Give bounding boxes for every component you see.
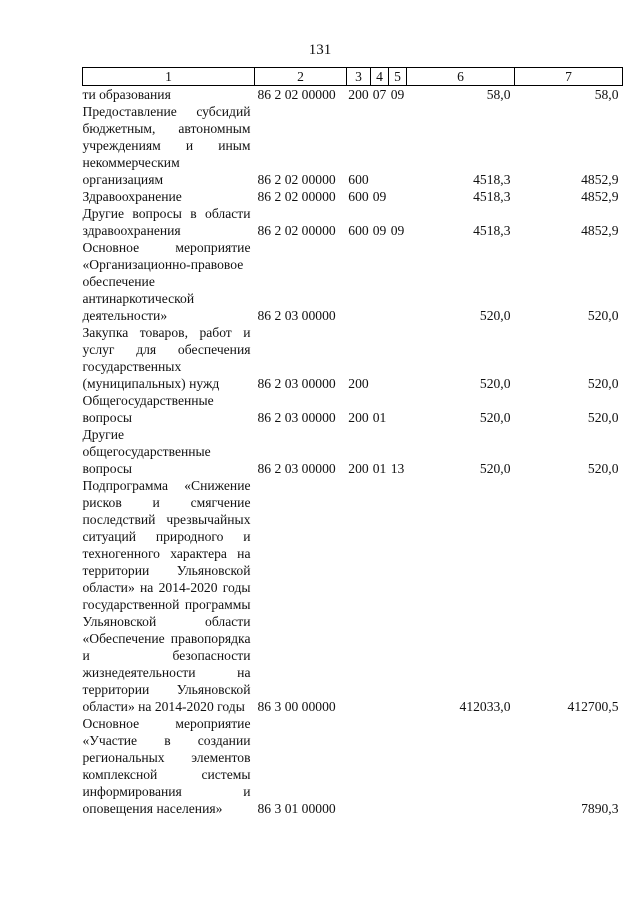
row-name: Здравоохранение <box>82 189 182 204</box>
row-col5: 09 <box>390 223 405 238</box>
row-value-6: 520,0 <box>479 376 511 391</box>
row-col5 <box>389 477 407 715</box>
table-row <box>83 205 623 239</box>
row-col3: 600 <box>348 172 369 187</box>
row-code: 86 2 03 00000 <box>257 410 336 425</box>
row-code: 86 2 02 00000 <box>257 87 336 102</box>
row-value-6: 4518,3 <box>473 223 511 238</box>
row-col4: 09 <box>372 223 387 238</box>
table-row <box>83 103 623 188</box>
row-name: Основное мероприятие «Участие в создании региональных элементов комплексной системы информирования и оповещения населения» <box>82 716 251 816</box>
table-row <box>83 392 623 426</box>
row-code: 86 2 03 00000 <box>257 308 336 323</box>
row-value-7: 520,0 <box>587 461 619 476</box>
row-code: 86 2 02 00000 <box>257 223 336 238</box>
row-col4 <box>371 477 389 715</box>
row-code: 86 2 02 00000 <box>257 189 336 204</box>
row-value-7: 412700,5 <box>567 699 619 714</box>
row-name: Другие вопросы в области здравоохранения <box>82 206 251 238</box>
table-row <box>83 426 623 477</box>
row-col5 <box>389 324 407 392</box>
row-col5 <box>389 188 407 205</box>
row-value-6: 520,0 <box>479 410 511 425</box>
row-col3: 600 <box>348 223 369 238</box>
header-cell-3: 3 <box>347 68 371 86</box>
header-cell-7: 7 <box>515 68 623 86</box>
row-name: Подпрограмма «Снижение рисков и смягчение последствий чрезвычайных ситуаций природного и техногенного характера на территории Ульяновской области» на 2014-2020 годы государственной программы Ульяновской области «Обеспечение правопорядка и безопасности жизнедеятельности на территории Ульяновской области» на 2014-2020 годы <box>82 478 251 714</box>
row-code: 86 3 00 00000 <box>257 699 336 714</box>
row-col3: 600 <box>348 189 369 204</box>
row-col3: 200 <box>348 376 369 391</box>
row-col5 <box>389 392 407 426</box>
row-col5: 09 <box>390 87 405 102</box>
table-row <box>83 715 623 817</box>
row-col4: 01 <box>372 461 387 476</box>
row-col3 <box>347 239 371 324</box>
row-value-7: 7890,3 <box>581 801 619 816</box>
row-value-7: 4852,9 <box>581 189 619 204</box>
table-row <box>83 239 623 324</box>
row-col5 <box>389 715 407 817</box>
row-value-6: 520,0 <box>479 461 511 476</box>
header-row <box>83 68 623 86</box>
row-code: 86 3 01 00000 <box>257 801 336 816</box>
row-col4 <box>371 239 389 324</box>
row-name: Основное мероприятие «Организационно-правовое обеспечение антинаркотической деятельности» <box>82 240 251 323</box>
table-row <box>83 477 623 715</box>
page-number: 131 <box>308 42 332 58</box>
row-value-7: 520,0 <box>587 410 619 425</box>
row-col4 <box>371 324 389 392</box>
budget-table <box>82 67 623 817</box>
row-name: ти образования <box>82 87 171 102</box>
row-col4: 07 <box>372 87 387 102</box>
row-value-7: 4852,9 <box>581 172 619 187</box>
table-row <box>83 188 623 205</box>
row-col4 <box>371 715 389 817</box>
row-name: Предоставление субсидий бюджетным, автономным учреждениям и иным некоммерческим организациям <box>82 104 251 187</box>
header-cell-6: 6 <box>407 68 515 86</box>
row-name: Другие общегосударственные вопросы <box>82 427 211 476</box>
row-name: Закупка товаров, работ и услуг для обеспечения государственных (муниципальных) нужд <box>82 325 251 391</box>
table-row <box>83 324 623 392</box>
row-col3 <box>347 477 371 715</box>
row-value-6: 58,0 <box>486 87 511 102</box>
row-code: 86 2 03 00000 <box>257 376 336 391</box>
row-value-7: 520,0 <box>587 308 619 323</box>
row-code: 86 2 02 00000 <box>257 172 336 187</box>
row-col3: 200 <box>348 461 369 476</box>
row-col4: 09 <box>372 189 387 204</box>
row-code: 86 2 03 00000 <box>257 461 336 476</box>
header-cell-2: 2 <box>255 68 347 86</box>
row-col4: 01 <box>372 410 387 425</box>
row-value-6: 4518,3 <box>473 189 511 204</box>
row-col5 <box>389 239 407 324</box>
row-col3: 200 <box>348 87 369 102</box>
row-col5: 13 <box>390 461 405 476</box>
row-value-6: 520,0 <box>479 308 511 323</box>
row-value-6 <box>407 715 515 817</box>
row-value-6: 4518,3 <box>473 172 511 187</box>
row-value-7: 520,0 <box>587 376 619 391</box>
row-col4 <box>371 103 389 188</box>
row-name: Общегосударственные вопросы <box>82 393 214 425</box>
row-value-7: 58,0 <box>594 87 619 102</box>
row-value-7: 4852,9 <box>581 223 619 238</box>
row-col3 <box>347 715 371 817</box>
header-cell-1: 1 <box>83 68 255 86</box>
header-cell-4: 4 <box>371 68 389 86</box>
row-col3: 200 <box>348 410 369 425</box>
table-row <box>83 86 623 104</box>
header-cell-5: 5 <box>389 68 407 86</box>
row-value-6: 412033,0 <box>459 699 511 714</box>
row-col5 <box>389 103 407 188</box>
